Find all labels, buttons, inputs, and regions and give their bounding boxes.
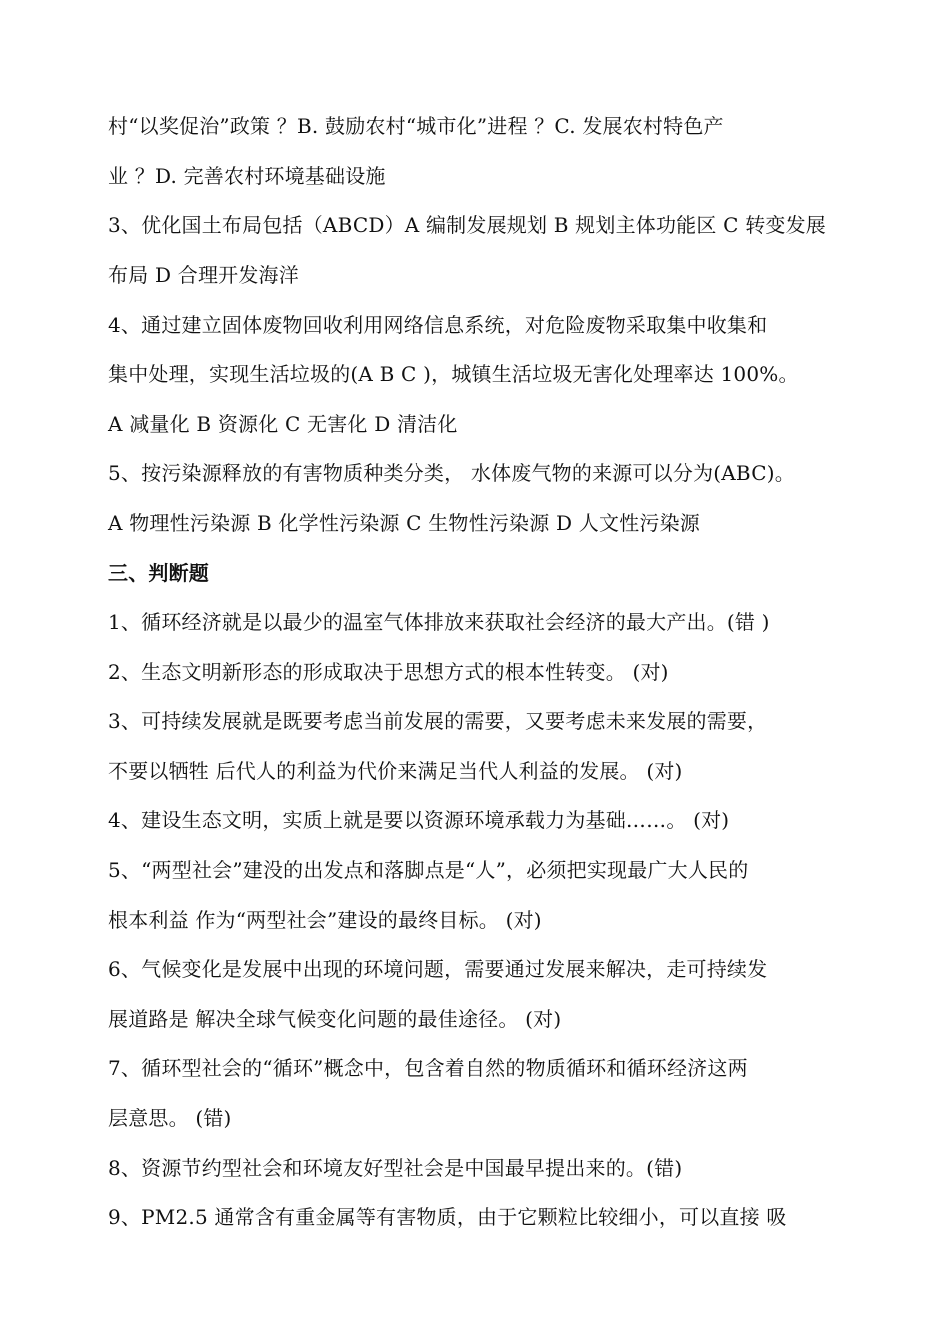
text-line: 4、建设生态文明，实质上就是要以资源环境承载力为基础……。 (对)	[108, 808, 730, 832]
text-line: 根本利益 作为“两型社会”建设的最终目标。 (对)	[108, 908, 542, 932]
text-line: 3、优化国土布局包括（ABCD）A 编制发展规划 B 规划主体功能区 C 转变发展	[108, 213, 827, 237]
text-line: 7、循环型社会的“循环”概念中，包含着自然的物质循环和循环经济这两	[108, 1056, 748, 1080]
text-line: 5、按污染源释放的有害物质种类分类， 水体废气物的来源可以分为(ABC)。	[108, 461, 795, 485]
text-line: 展道路是 解决全球气候变化问题的最佳途径。 (对)	[108, 1007, 562, 1031]
text-line: 村“以奖促治”政策 ？B. 鼓励农村“城市化”进程 ？C. 发展农村特色产	[108, 114, 724, 138]
text-line: 不要以牺牲 后代人的利益为代价来满足当代人利益的发展。 (对)	[108, 759, 683, 783]
text-line: 1、循环经济就是以最少的温室气体排放来获取社会经济的最大产出。(错 )	[108, 610, 770, 634]
text-line: 6、气候变化是发展中出现的环境问题，需要通过发展来解决，走可持续发	[108, 957, 768, 981]
text-line: 2、生态文明新形态的形成取决于思想方式的根本性转变。 (对)	[108, 660, 669, 684]
text-line: 3、可持续发展就是既要考虑当前发展的需要，又要考虑未来发展的需要，	[108, 709, 768, 733]
section-heading: 三、判断题	[108, 561, 209, 585]
text-line: A 减量化 B 资源化 C 无害化 D 清洁化	[108, 412, 458, 436]
text-line: 8、资源节约型社会和环境友好型社会是中国最早提出来的。(错)	[108, 1156, 683, 1180]
text-line: 业 ？D. 完善农村环境基础设施	[108, 164, 386, 188]
text-line: 5、“两型社会”建没的出发点和落脚点是“人”，必须把实现最广大人民的	[108, 858, 749, 882]
text-line: A 物理性污染源 B 化学性污染源 C 生物性污染源 D 人文性污染源	[108, 511, 700, 535]
text-line: 4、通过建立固体废物回收利用网络信息系统，对危险废物采取集中收集和	[108, 313, 768, 337]
text-line: 层意思。 (错)	[108, 1106, 232, 1130]
text-line: 布局 D 合理开发海洋	[108, 263, 299, 287]
text-line: 9、PM2.5 通常含有重金属等有害物质，由于它颗粒比较细小，可以直接 吸	[108, 1205, 787, 1229]
text-line: 集中处理，实现生活垃圾的(A B C )，城镇生活垃圾无害化处理率达 100%。	[108, 362, 799, 386]
